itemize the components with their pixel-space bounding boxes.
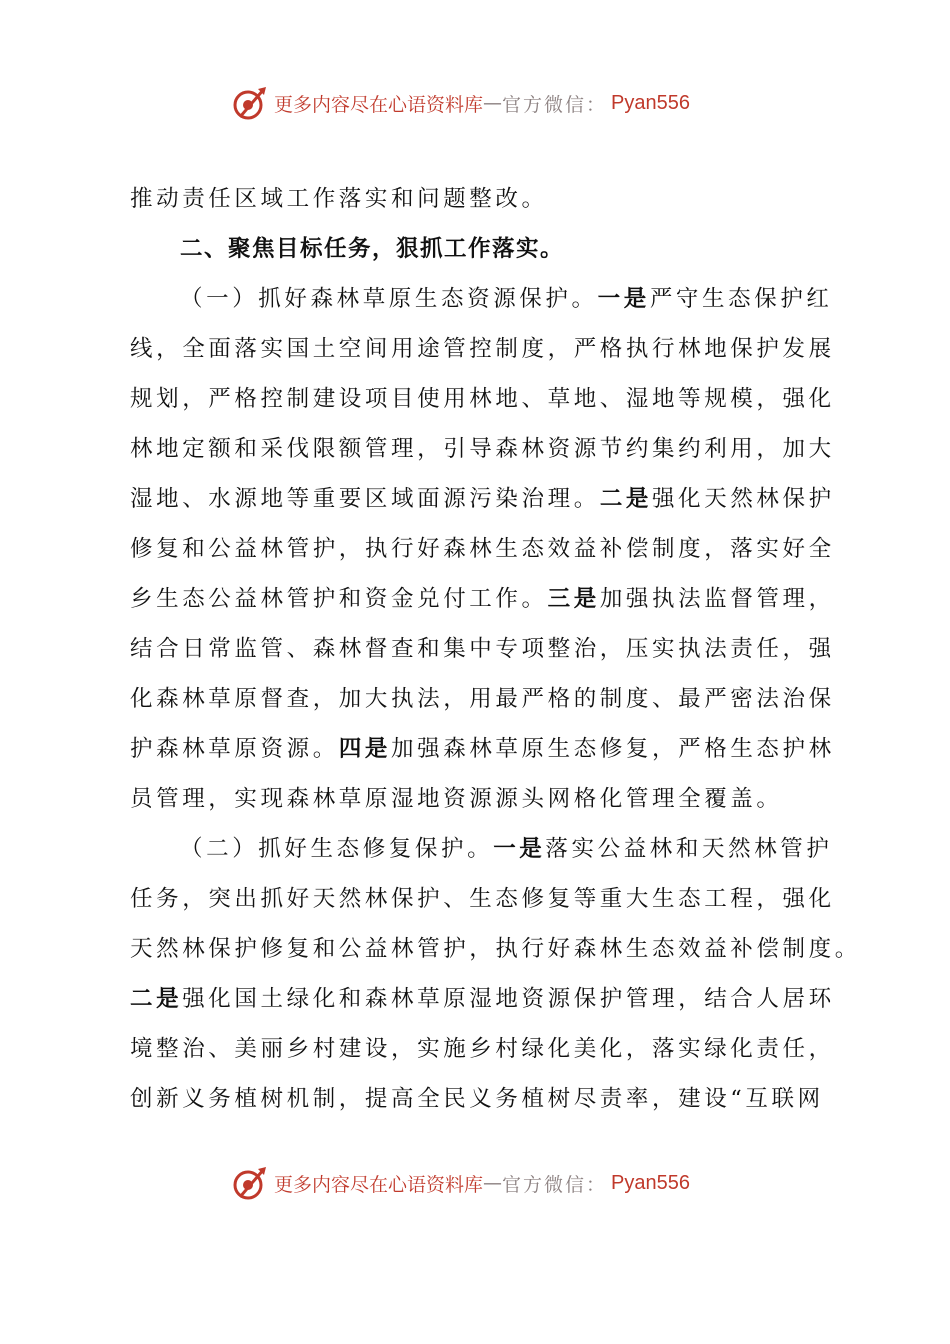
body-line-12: 护森林草原资源。四是加强森林草原生态修复，严格生态护林 [130, 736, 835, 762]
quill-seal-icon [230, 1163, 270, 1203]
body-line-9: 乡生态公益林管护和资金兑付工作。三是加强执法监督管理， [130, 586, 835, 612]
body-line-15: 任务，突出抓好天然林保护、生态修复等重大生态工程，强化 [130, 886, 835, 912]
body-line-7: 湿地、水源地等重要区域面源污染治理。二是强化天然林保护 [130, 486, 835, 512]
body-line-19: 创新义务植树机制，提高全民义务植树尽责率，建设“互联网 [130, 1086, 824, 1112]
body-line-16: 天然林保护修复和公益林管护，执行好森林生态效益补偿制度。 [130, 936, 861, 962]
body-line-14: （二）抓好生态修复保护。一是落实公益林和天然林管护 [180, 836, 833, 862]
body-line-1: 推动责任区域工作落实和问题整改。 [130, 186, 548, 212]
body-line-3: （一）抓好森林草原生态资源保护。一是严守生态保护红 [180, 286, 833, 312]
wechat-id: Pyan556 [611, 1171, 690, 1194]
body-line-17: 二是强化国土绿化和森林草原湿地资源保护管理，结合人居环 [130, 986, 835, 1012]
footer-watermark-banner [230, 1161, 690, 1205]
quill-seal-icon [230, 83, 270, 123]
body-line-8: 修复和公益林管护，执行好森林生态效益补偿制度，落实好全 [130, 536, 835, 562]
body-line-13: 员管理，实现森林草原湿地资源源头网格化管理全覆盖。 [130, 786, 783, 812]
wechat-label: 官方微信： [502, 93, 608, 116]
wechat-id: Pyan556 [611, 91, 690, 114]
body-line-10: 结合日常监管、森林督查和集中专项整治，压实执法责任，强 [130, 636, 835, 662]
body-line-11: 化森林草原督查，加大执法，用最严格的制度、最严密法治保 [130, 686, 835, 712]
header-watermark-banner [230, 81, 690, 125]
library-name: 更多内容尽在心语资料库 [274, 93, 484, 116]
banner-dash: — [483, 1172, 503, 1194]
body-line-18: 境整治、美丽乡村建设，实施乡村绿化美化，落实绿化责任， [130, 1036, 835, 1062]
wechat-label: 官方微信： [502, 1173, 608, 1196]
section-heading: 二、聚焦目标任务，狠抓工作落实。 [180, 236, 565, 262]
body-line-6: 林地定额和采伐限额管理，引导森林资源节约集约利用，加大 [130, 436, 835, 462]
body-line-4: 线，全面落实国土空间用途管控制度，严格执行林地保护发展 [130, 336, 835, 362]
banner-dash: — [483, 92, 503, 114]
body-line-5: 规划，严格控制建设项目使用林地、草地、湿地等规模，强化 [130, 386, 835, 412]
library-name: 更多内容尽在心语资料库 [274, 1173, 484, 1196]
